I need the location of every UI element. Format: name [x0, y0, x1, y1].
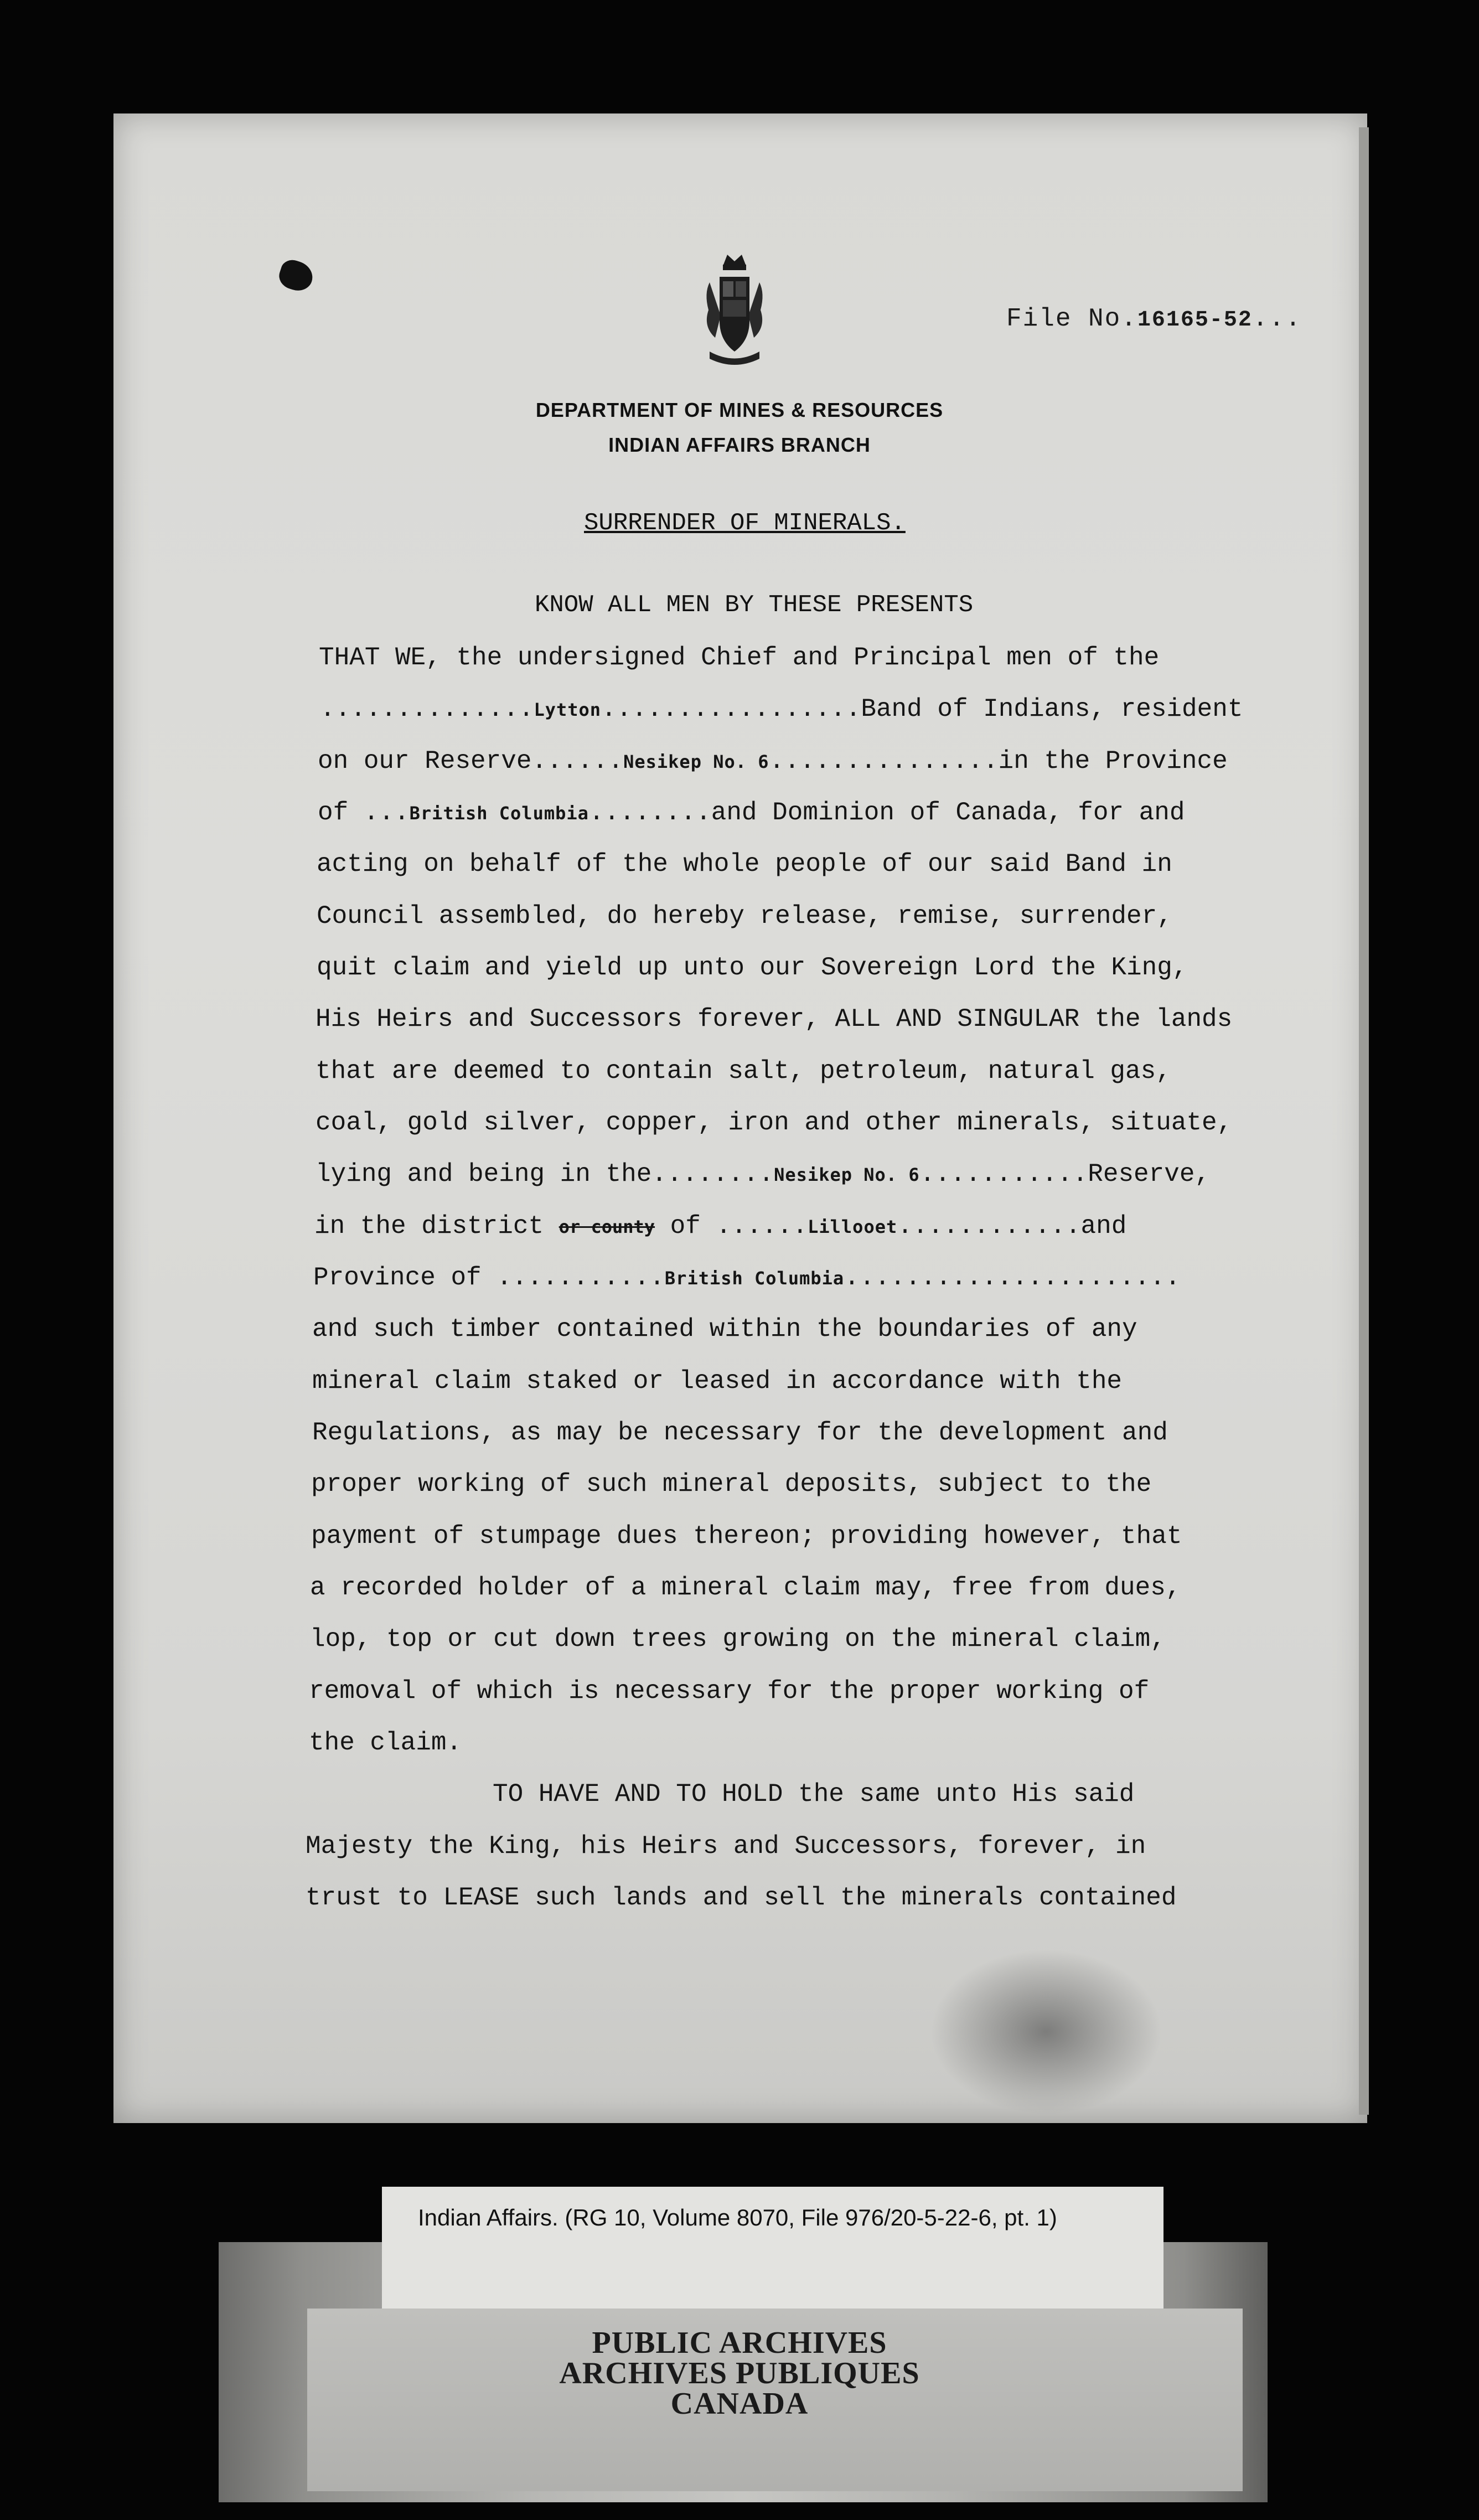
province-field: British Columbia [664, 1268, 845, 1289]
file-number-value: 16165-52 [1137, 308, 1253, 333]
body-line: proper working of such mineral deposits, subject to the [311, 1470, 1152, 1499]
body-line: Majesty the King, his Heirs and Successors, forever, in [306, 1832, 1146, 1861]
department-name: DEPARTMENT OF MINES & RESOURCES [535, 399, 944, 421]
dot-leader: .............. [320, 695, 534, 724]
body-line: mineral claim staked or leased in accordance with the [312, 1367, 1123, 1396]
body-line [320, 696, 1243, 722]
file-trail: ... [1252, 304, 1302, 333]
body-line: removal of which is necessary for the proper working of [309, 1677, 1150, 1706]
line-text: .................Band of Indians, resident [601, 695, 1243, 724]
line-text: on our Reserve...... [318, 747, 624, 776]
body-line [318, 748, 1228, 774]
dot-leader: ...................... [844, 1263, 1181, 1292]
royal-coat-of-arms-icon [699, 249, 770, 371]
line-text: ...........Reserve, [919, 1160, 1211, 1189]
body-line: TO HAVE AND TO HOLD the same unto His said [493, 1780, 1135, 1809]
page-edge [1359, 127, 1369, 2115]
archive-stamp-line: PUBLIC ARCHIVES [592, 2326, 887, 2360]
body-line: THAT WE, the undersigned Chief and Principal men of the [319, 643, 1160, 672]
body-line: that are deemed to contain salt, petroleum, natural gas, [316, 1057, 1171, 1086]
body-line [318, 800, 1185, 825]
body-line: Council assembled, do hereby release, remise, surrender, [317, 902, 1172, 931]
band-name-field: Lytton [534, 699, 602, 720]
body-line: Regulations, as may be necessary for the development and [312, 1418, 1168, 1447]
body-line: a recorded holder of a mineral claim may, free from dues, [310, 1573, 1181, 1602]
body-line: coal, gold silver, copper, iron and other minerals, situate, [316, 1108, 1233, 1137]
archive-stamp-line: ARCHIVES PUBLIQUES [559, 2356, 920, 2390]
body-line [316, 1161, 1210, 1187]
line-text: of ...... [655, 1212, 808, 1241]
document-title: SURRENDER OF MINERALS. [584, 509, 906, 537]
line-text: lying and being in the........ [316, 1160, 774, 1189]
reserve-field: Nesikep No. 6 [774, 1164, 920, 1185]
line-text: of ... [318, 798, 410, 827]
body-line: and such timber contained within the boundaries of any [312, 1315, 1137, 1344]
line-text: ........and Dominion of Canada, for and [588, 798, 1185, 827]
body-line: quit claim and yield up unto our Sovereign Lord the King, [317, 953, 1188, 982]
body-line: the claim. [309, 1728, 462, 1757]
archive-stamp-line: CANADA [670, 2387, 809, 2421]
body-line: acting on behalf of the whole people of our said Band in [317, 850, 1172, 879]
body-line [314, 1213, 1126, 1239]
line-text: ............and [897, 1212, 1127, 1241]
page-stain [930, 1949, 1162, 2115]
reserve-field: Nesikep No. 6 [623, 751, 769, 772]
body-line: trust to LEASE such lands and sell the minerals contained [306, 1883, 1177, 1912]
struck-text: or county [558, 1216, 655, 1237]
line-text: in the district [314, 1212, 559, 1241]
line-text: ...............in the Province [769, 747, 1228, 776]
district-field: Lillooet [808, 1216, 898, 1237]
branch-name: INDIAN AFFAIRS BRANCH [608, 433, 871, 456]
file-number [1006, 304, 1302, 333]
file-label: File No. [1006, 304, 1137, 333]
preamble-heading: KNOW ALL MEN BY THESE PRESENTS [535, 591, 974, 619]
body-line [313, 1265, 1180, 1290]
archive-reference: Indian Affairs. (RG 10, Volume 8070, File 976/20-5-22-6, pt. 1) [418, 2204, 1057, 2230]
province-field: British Columbia [409, 803, 589, 824]
line-text: Province of ........... [313, 1263, 665, 1292]
body-line: payment of stumpage dues thereon; providing however, that [311, 1522, 1182, 1551]
body-line: lop, top or cut down trees growing on the mineral claim, [310, 1625, 1166, 1654]
body-line: His Heirs and Successors forever, ALL AND SINGULAR the lands [316, 1005, 1233, 1034]
